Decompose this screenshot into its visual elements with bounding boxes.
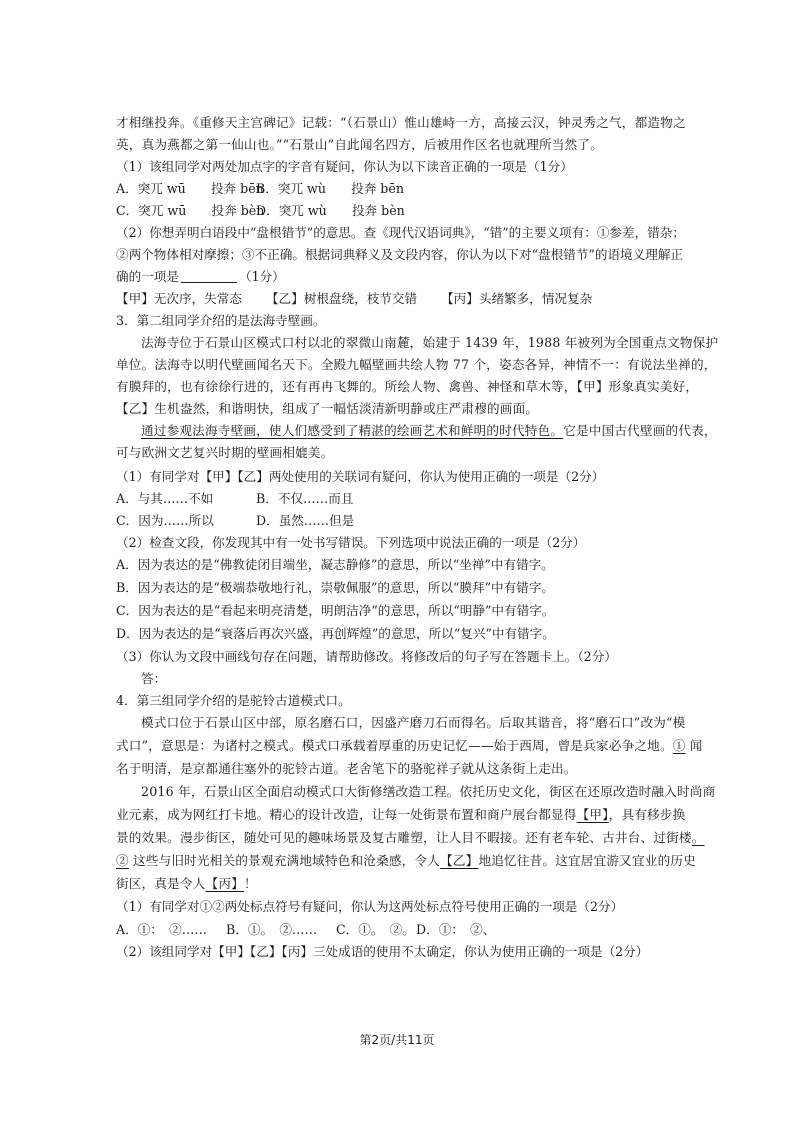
blank-yi[interactable]: 【乙】 xyxy=(440,853,479,868)
q2-2-choice-bing[interactable]: 【丙】头绪繁多，情况复杂 xyxy=(441,291,593,306)
q4-1-stem: （1）有同学对①②两处标点符号有疑问，你认为这两处标点符号使用正确的一项是（2分） xyxy=(116,899,624,914)
blank-jia[interactable]: 【甲】 xyxy=(576,807,609,822)
q4-passage-line-2-end: 闻 xyxy=(685,738,703,753)
q3-1-option-b[interactable]: B．不仅……而且 xyxy=(256,491,354,506)
q2-1-option-d[interactable]: D．突兀 wù 投奔 bèn xyxy=(256,203,405,218)
q3-1-options-cd xyxy=(116,510,700,532)
q3-passage-line-4: 【乙】生机盎然，和谐明快，组成了一幅恬淡清新明静或庄严肃穆的画面。 xyxy=(116,401,539,416)
underlined-sentence: 通过参观法海寺壁画，使人们感受到了精湛的绘画艺术和鲜明的时代特色。 xyxy=(141,423,564,438)
q4-passage-line-6 xyxy=(116,827,705,849)
q3-1-option-a[interactable]: A．与其……不如 xyxy=(116,491,214,506)
q4-passage-line-6-text: 景的效果。漫步街区，随处可见的趣味场景及复古雕塑，让人目不暇接。还有老车轮、古井台、过街楼 xyxy=(116,830,692,845)
q4-passage-line-2 xyxy=(116,735,703,757)
q3-title: 3．第二组同学介绍的是法海寺壁画。 xyxy=(116,313,326,328)
q3-passage-line-2: 单位。法海寺以明代壁画闻名天下。全殿九幅壁画共绘人物 77 个，姿态各异，神情不一：有说法坐禅的， xyxy=(116,357,717,372)
q2-1-option-b[interactable]: B．突兀 wù 投奔 bēn xyxy=(256,181,404,196)
q4-1-option-a[interactable]: A．①： ②…… xyxy=(116,922,207,937)
q3-passage-line-5 xyxy=(116,420,725,442)
q2-1-options-ab xyxy=(116,178,700,200)
marker-1-punct: 。 xyxy=(691,830,705,845)
q2-2-line-2: ②两个物体相对摩擦；③不正确。根据词典释义及文段内容，你认为以下对“盘根错节”的语境义理解正 xyxy=(116,247,684,262)
q4-1-option-c[interactable]: C．①。 ②。 xyxy=(336,922,415,937)
q2-1-stem: （1）该组同学对两处加点字的字音有疑问，你认为以下读音正确的一项是（1分） xyxy=(116,159,573,174)
q3-2-option-a[interactable]: A．因为表达的是“佛教徒闭目端坐，凝志静修”的意思，所以“坐禅”中有错字。 xyxy=(116,557,554,572)
q4-passage-line-7-text: 这些与旧时光相关的景观充满地域特色和沧桑感，令人 xyxy=(128,853,441,868)
blank-bing[interactable]: 【丙】 xyxy=(205,876,244,891)
q4-passage-line-8-text: 街区，真是令人 xyxy=(116,876,206,891)
q4-passage-line-7 xyxy=(116,850,700,872)
answer-blank[interactable] xyxy=(181,268,237,283)
q4-passage-line-8 xyxy=(116,873,700,895)
q2-2-score: （1分） xyxy=(238,269,285,284)
q4-passage-line-8-end: ！ xyxy=(243,876,257,891)
q4-passage-line-7-end: 地追忆往昔。这宜居宜游又宜业的历史 xyxy=(478,853,696,868)
q2-1-option-a[interactable]: A．突兀 wū 投奔 bēn xyxy=(116,181,264,196)
q2-2-prompt: 确的一项是 xyxy=(116,269,179,284)
q3-passage-line-1: 法海寺位于石景山区模式口村以北的翠微山南麓，始建于 1439 年，1988 年被列为全国重点文物保护 xyxy=(141,335,719,350)
q4-title: 4．第三组同学介绍的是驼铃古道模式口。 xyxy=(116,693,351,708)
q3-passage-line-5-rest: 它是中国古代壁画的代表， xyxy=(563,423,717,438)
q4-passage-line-3: 名于明清，是京都通往塞外的驼铃古道。老舍笔下的骆驼祥子就从这条街上走出。 xyxy=(116,761,577,776)
q2-1-options-cd xyxy=(116,200,700,222)
q4-passage-line-1: 模式口位于石景山区中部，原名磨石口，因盛产磨刀石而得名。后取其谐音，将“磨石口”改为“模 xyxy=(141,715,686,730)
q3-1-option-d[interactable]: D．虽然……但是 xyxy=(256,513,355,528)
q2-1-option-c[interactable]: C．突兀 wū 投奔 bèn xyxy=(116,203,265,218)
q4-1-option-b[interactable]: B．①。 ②…… xyxy=(226,922,318,937)
intro-line-1: 才相继投奔。《重修天主宫碑记》记载：“（石景山）惟山雄峙一方，高接云汉，钟灵秀之气，都造物之 xyxy=(116,115,686,130)
q3-passage-line-6: 可与欧洲文艺复兴时期的壁画相媲美。 xyxy=(116,445,334,460)
q3-passage-line-3: 有膜拜的，也有徐徐行进的，还有再冉飞舞的。所绘人物、禽兽、神怪和草木等，【甲】形象真实美好， xyxy=(116,379,699,394)
q2-2-choices xyxy=(116,288,700,310)
q4-passage-line-2-text: 式口”，意思是：为诸村之模式。模式口承载着厚重的历史记忆——始于西周，曾是兵家必争之地。 xyxy=(116,738,673,753)
q2-2-choice-yi[interactable]: 【乙】树根盘绕，枝节交错 xyxy=(265,291,418,306)
q2-2-choice-jia[interactable]: 【甲】无次序，失常态 xyxy=(116,291,242,306)
q4-1-option-d[interactable]: D．①： ②、 xyxy=(416,922,496,937)
q3-2-option-b[interactable]: B．因为表达的是“极端恭敬地行礼，崇敬佩服”的意思，所以“膜拜”中有错字。 xyxy=(116,580,555,595)
page-footer: 第2页/共11页 xyxy=(359,1033,435,1047)
q4-passage-line-5-text: 业元素，成为网红打卡地。精心的设计改造，让每一处街景布置和商户展台都显得 xyxy=(116,807,577,822)
q3-1-options-ab xyxy=(116,488,700,510)
q4-passage-line-5-end: ，具有移步换 xyxy=(608,807,686,822)
q2-2-line-1: （2）你想弄明白语段中“盘根错节”的意思。查《现代汉语词典》，“错”的主要义项有：①参差，错杂； xyxy=(116,225,685,240)
q3-2-option-c[interactable]: C．因为表达的是“看起来明亮清楚，明朗洁净”的意思，所以“明静”中有错字。 xyxy=(116,603,555,618)
q3-1-stem: （1）有同学对【甲】【乙】两处使用的关联词有疑问，你认为使用正确的一项是（2分） xyxy=(116,469,605,484)
q3-2-stem: （2）检查文段，你发现其中有一处书写错误。下列选项中说法正确的一项是（2分） xyxy=(116,535,586,550)
marker-1: ① xyxy=(672,738,686,753)
marker-2: ② xyxy=(116,853,129,868)
q3-2-option-d[interactable]: D．因为表达的是“衰落后再次兴盛，再创辉煌”的意思，所以“复兴”中有错字。 xyxy=(116,626,555,641)
q3-answer-label: 答： xyxy=(141,671,167,686)
q4-2-stem: （2）该组同学对【甲】【乙】【丙】三处成语的使用不太确定，你认为使用正确的一项是（2分） xyxy=(116,944,649,959)
q2-2-line-3 xyxy=(116,266,700,288)
q4-1-options xyxy=(116,919,700,941)
intro-line-2: 英，真为燕都之第一仙山也。”“石景山”自此闻名四方，后被用作区名也就理所当然了。 xyxy=(116,137,603,152)
q3-1-option-c[interactable]: C．因为……所以 xyxy=(116,513,214,528)
q4-passage-line-5 xyxy=(116,804,700,826)
q3-3-stem: （3）你认为文段中画线句存在问题，请帮助修改。将修改后的句子写在答题卡上。（2分） xyxy=(116,649,617,664)
q4-passage-line-4: 2016 年，石景山区全面启动模式口大街修缮改造工程。依托历史文化，街区在还原改造时融入时尚商 xyxy=(141,784,716,799)
